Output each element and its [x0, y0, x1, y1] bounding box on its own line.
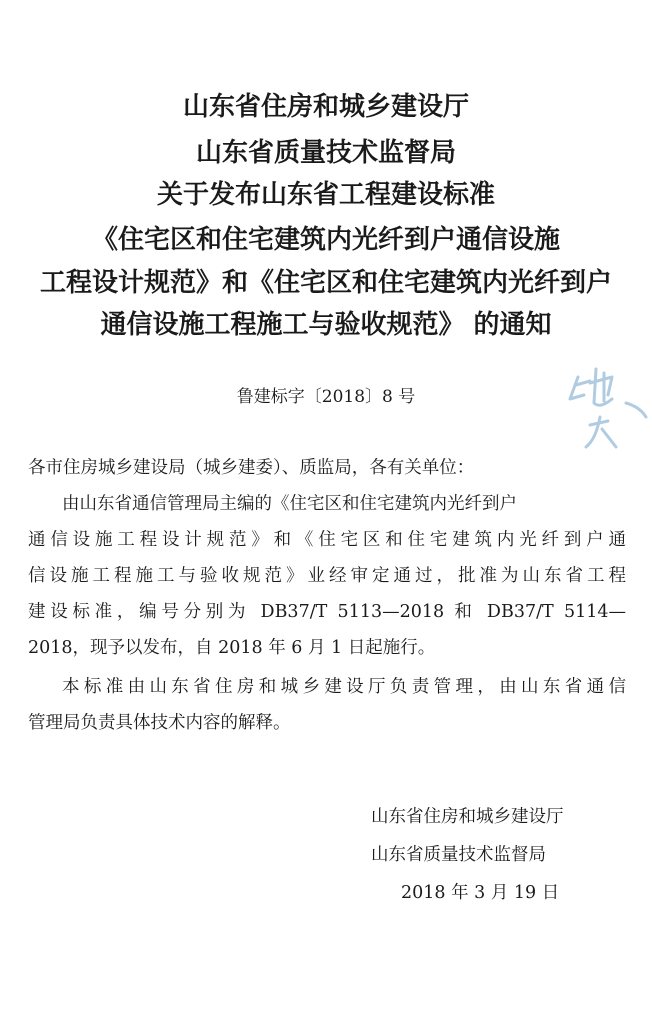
title-line-3: 关于发布山东省工程建设标准	[156, 180, 495, 210]
signature-org-2: 山东省质量技术监督局	[371, 845, 546, 865]
title-line-1: 山东省住房和城乡建设厅	[182, 92, 469, 122]
paragraph-1-line-5: 2018，现予以发布，自 2018 年 6 月 1 日起施行。	[28, 638, 436, 658]
signature-date: 2018 年 3 月 19 日	[401, 883, 560, 903]
signature-org-1: 山东省住房和城乡建设厅	[371, 807, 564, 827]
paragraph-1-line-2: 通信设施工程设计规范》和《住宅区和住宅建筑内光纤到户通	[28, 530, 626, 550]
addressee-line: 各市住房城乡建设局（城乡建委）、质监局，各有关单位：	[28, 458, 475, 478]
paragraph-2-line-2: 管理局负责具体技术内容的解释。	[28, 713, 291, 733]
title-line-4: 《住宅区和住宅建筑内光纤到户通信设施	[91, 225, 560, 255]
title-line-2: 山东省质量技术监督局	[195, 138, 456, 168]
paragraph-1-line-4: 建设标准，编号分别为 DB37/T 5113—2018 和 DB37/T 5114—	[28, 602, 626, 622]
title-line-5: 工程设计规范》和《住宅区和住宅建筑内光纤到户	[39, 268, 612, 298]
paragraph-2-line-1: 本标准由山东省住房和城乡建设厅负责管理，由山东省通信	[62, 677, 626, 697]
title-line-6: 通信设施工程施工与验收规范》 的通知	[100, 310, 552, 340]
paragraph-1-line-3: 信设施工程施工与验收规范》业经审定通过，批准为山东省工程	[28, 566, 626, 586]
watermark-stamp	[560, 355, 652, 465]
paragraph-1-line-1: 由山东省通信管理局主编的《住宅区和住宅建筑内光纤到户	[62, 494, 517, 514]
document-number: 鲁建标字〔2018〕8 号	[236, 387, 416, 407]
